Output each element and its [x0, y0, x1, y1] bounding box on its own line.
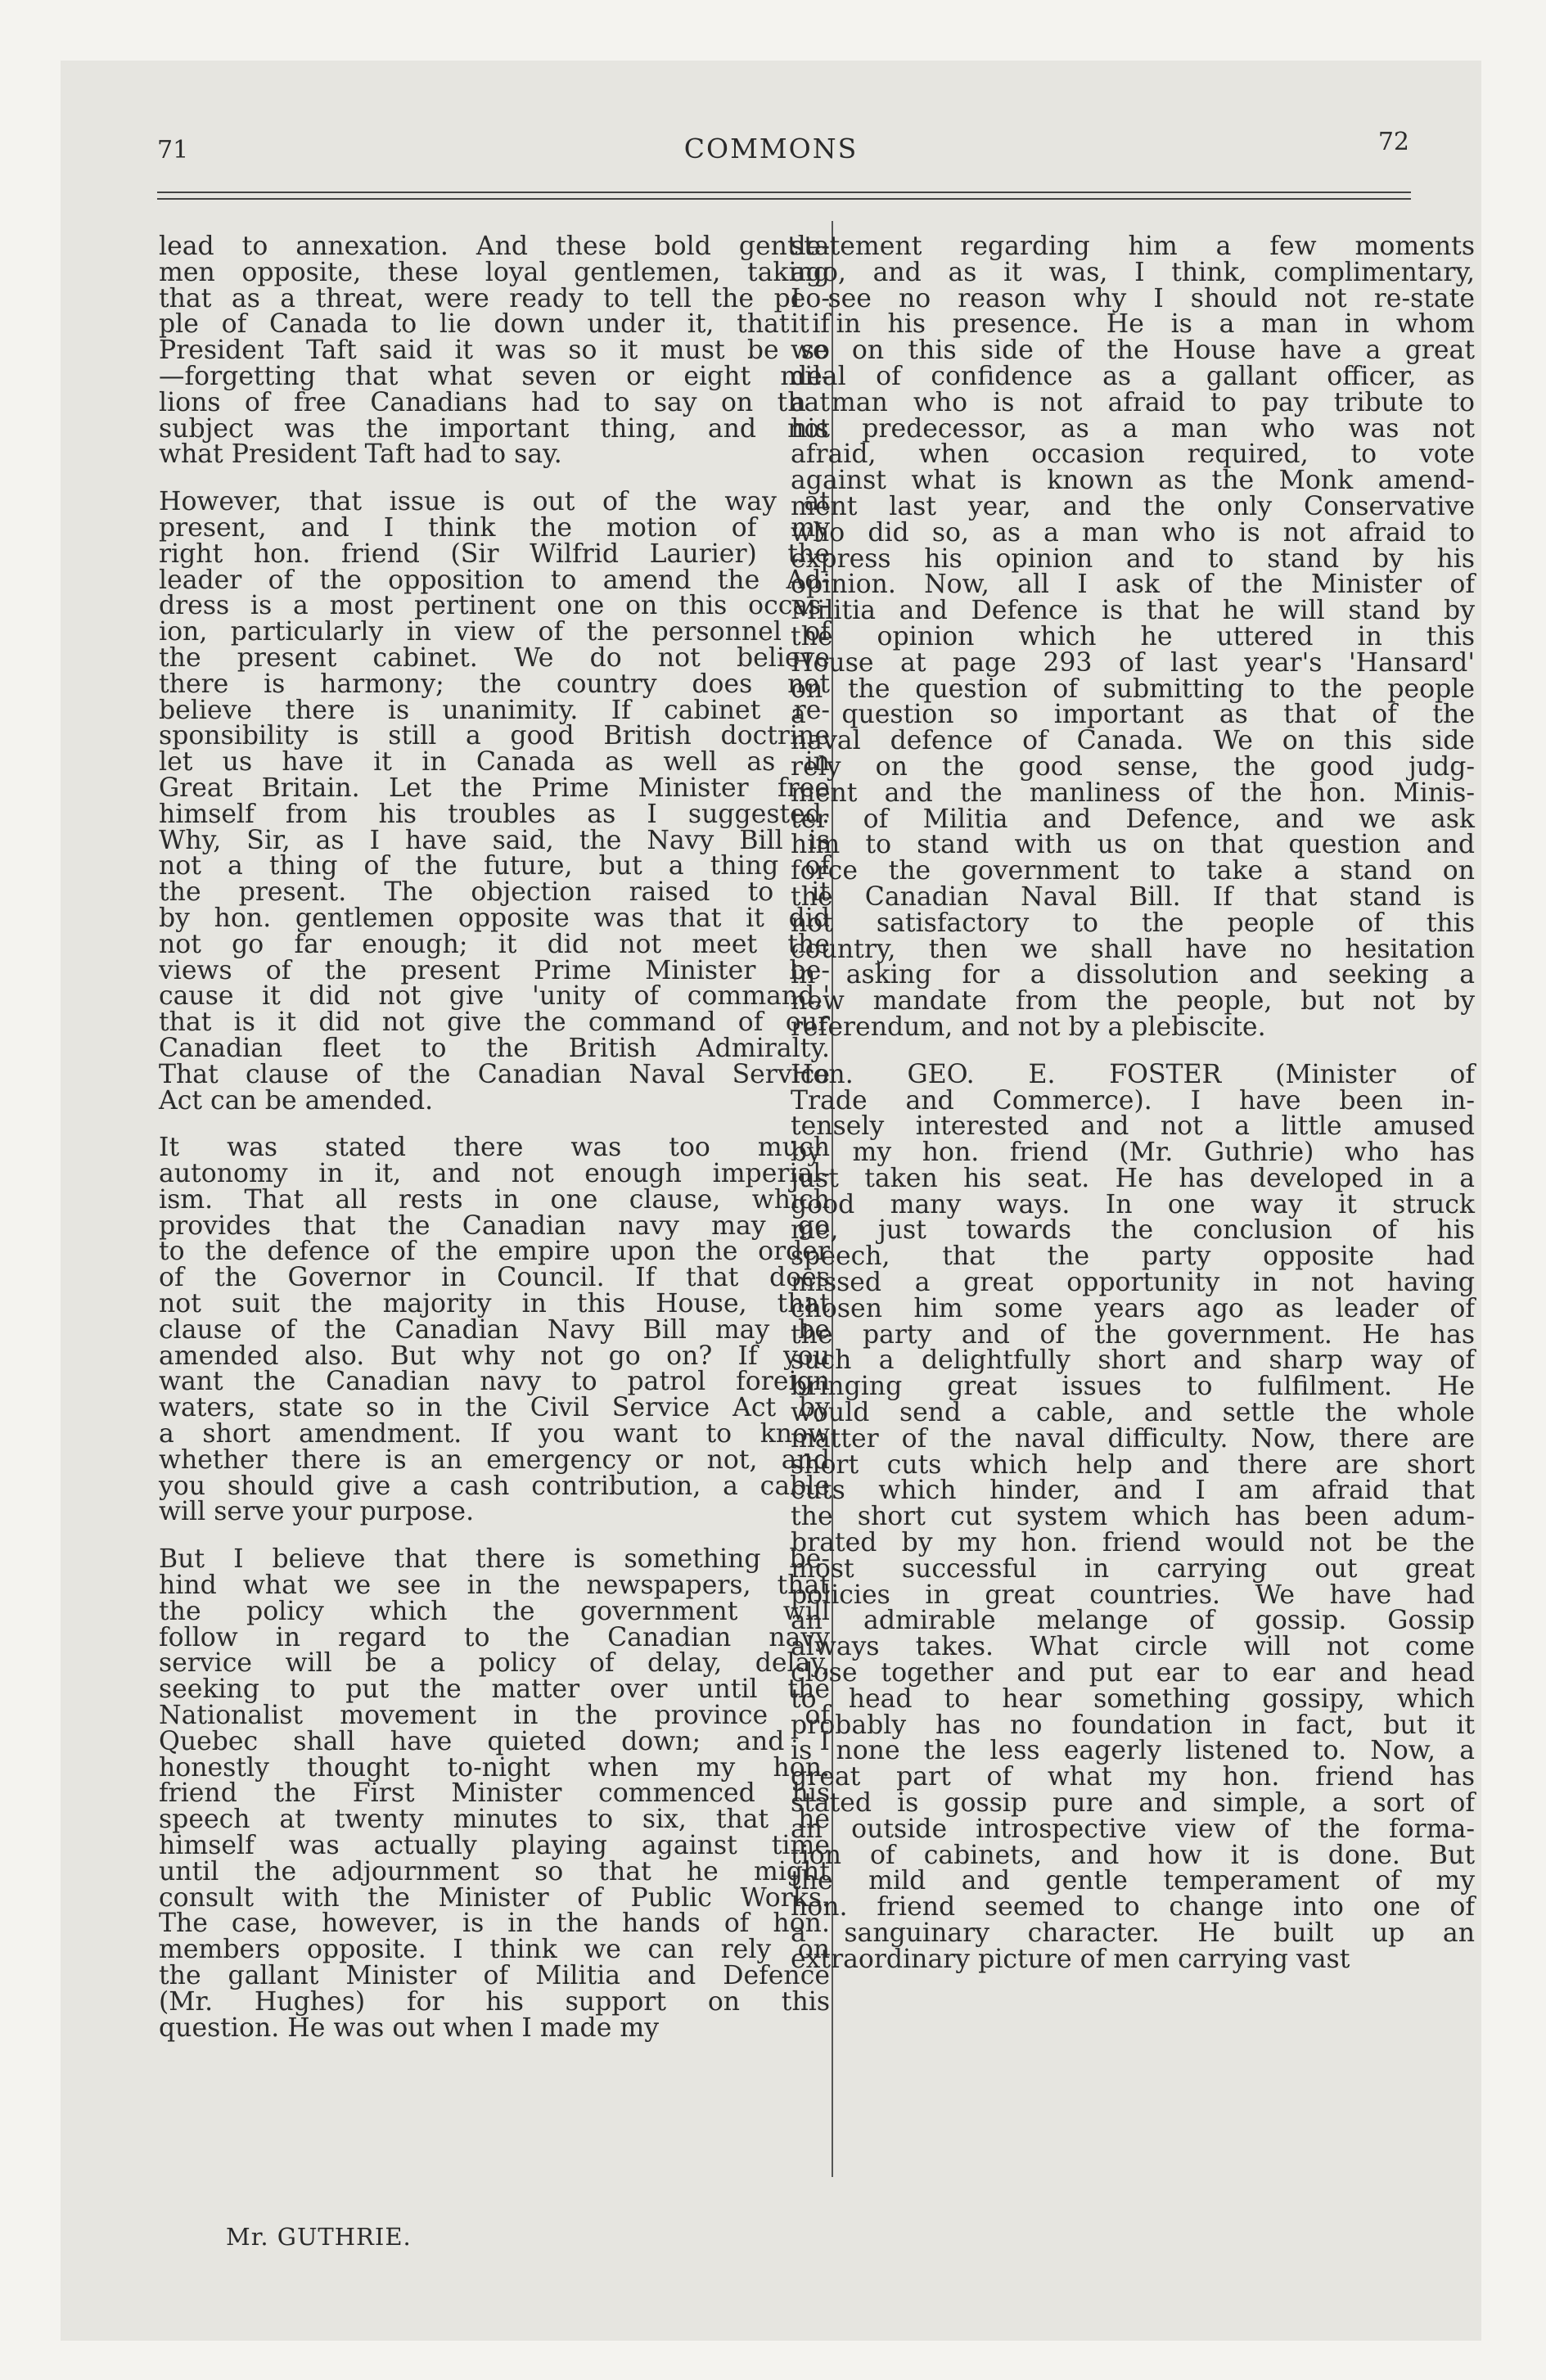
text-line: question. He was out when I made my — [159, 2013, 660, 2043]
text-line: Trade and Commerce). I have been in- — [791, 1085, 1475, 1116]
text-line: the present. The objection raised to it — [159, 877, 830, 908]
text-line: lead to annexation. And these bold gentle- — [159, 232, 830, 261]
text-line: most successful in carrying out great — [791, 1553, 1475, 1584]
text-line: believe there is unanimity. If cabinet re- — [159, 695, 830, 725]
text-line: until the adjournment so that he might — [159, 1856, 830, 1886]
text-line: Quebec shall have quieted down; and I — [159, 1726, 830, 1756]
text-line: statement regarding him a few moments — [791, 232, 1475, 261]
text-line: afraid, when occasion required, to vote — [791, 439, 1475, 470]
text-line: Militia and Defence is that he will stand by — [791, 596, 1475, 626]
text-line: tion of cabinets, and how it is done. But — [791, 1840, 1475, 1870]
text-line: ago, and as it was, I think, complimentary, — [791, 257, 1475, 287]
text-line: the opinion which he uttered in this — [791, 621, 1475, 651]
text-line: bringing great issues to fulfilment. He — [791, 1372, 1475, 1402]
text-line: just taken his seat. He has developed in a — [791, 1163, 1475, 1193]
page-number-left: 71 — [157, 136, 189, 165]
text-line: himself was actually playing against time — [159, 1831, 830, 1861]
text-line: —forgetting that what seven or eight mil- — [159, 361, 830, 391]
text-line: Hon. GEO. E. FOSTER (Minister of — [791, 1059, 1475, 1089]
text-line: hind what we see in the newspapers, that — [159, 1571, 830, 1601]
text-line: it in his presence. He is a man in whom — [791, 309, 1475, 340]
text-line: the mild and gentle temperament of my — [791, 1866, 1475, 1896]
text-line: want the Canadian navy to patrol foreign — [159, 1367, 830, 1397]
text-line: the policy which the government will — [159, 1596, 830, 1626]
text-line: ment last year, and the only Conservative — [791, 491, 1475, 521]
page-header — [61, 128, 1481, 177]
text-line: his predecessor, as a man who was not — [791, 413, 1475, 444]
text-line: cause it did not give 'unity of command,' — [159, 981, 830, 1012]
text-line: ple of Canada to lie down under it, that if — [159, 309, 830, 340]
text-line: lions of free Canadians had to say on that — [159, 387, 830, 417]
text-line: hon. friend seemed to change into one of — [791, 1892, 1475, 1922]
text-line: what President Taft had to say. — [159, 439, 562, 470]
header-rule-bottom — [157, 198, 1411, 200]
text-line: I see no reason why I should not re-state — [791, 283, 1475, 313]
text-line: However, that issue is out of the way at — [159, 487, 830, 517]
header-rule-top — [157, 192, 1411, 193]
text-line: that is it did not give the command of our — [159, 1007, 830, 1038]
text-line: clause of the Canadian Navy Bill may be — [159, 1314, 830, 1345]
text-line: an admirable melange of gossip. Gossip — [791, 1606, 1475, 1636]
text-line: sponsibility is still a good British doctrine — [159, 721, 830, 751]
text-line: always takes. What circle will not come — [791, 1632, 1475, 1662]
text-line: dress is a most pertinent one on this occas- — [159, 591, 830, 621]
text-line: extraordinary picture of men carrying vast — [791, 1944, 1350, 1974]
text-line: short cuts which help and there are short — [791, 1449, 1475, 1480]
text-line: in asking for a dissolution and seeking a — [791, 960, 1475, 990]
text-line: that as a threat, were ready to tell the peo- — [159, 283, 830, 313]
text-line: subject was the important thing, and not — [159, 413, 830, 444]
text-line: not a thing of the future, but a thing of — [159, 851, 830, 881]
text-line: the party and of the government. He has — [791, 1319, 1475, 1350]
text-line: the gallant Minister of Militia and Defence — [159, 1961, 830, 1990]
text-line: Why, Sir, as I have said, the Navy Bill is — [159, 825, 830, 855]
text-line: cuts which hinder, and I am afraid that — [791, 1476, 1475, 1506]
text-line: service will be a policy of delay, delay, — [159, 1648, 830, 1679]
page-scan — [61, 61, 1481, 2341]
text-line: great part of what my hon. friend has — [791, 1762, 1475, 1792]
text-line: missed a great opportunity in not having — [791, 1268, 1475, 1298]
text-line: ism. That all rests in one clause, which — [159, 1184, 830, 1215]
text-line: the present cabinet. We do not believe — [159, 642, 830, 673]
text-line: express his opinion and to stand by his — [791, 543, 1475, 574]
text-line: such a delightfully short and sharp way of — [791, 1346, 1475, 1376]
text-line: you should give a cash contribution, a cable — [159, 1471, 830, 1501]
paragraph-gap — [791, 1041, 1475, 1062]
text-line: me, just towards the conclusion of his — [791, 1215, 1475, 1246]
text-line: speech at twenty minutes to six, that he — [159, 1805, 830, 1835]
text-line: matter of the naval difficulty. Now, there are — [791, 1423, 1475, 1454]
text-line: waters, state so in the Civil Service Act by — [159, 1393, 830, 1423]
text-line: to the defence of the empire upon the order — [159, 1237, 830, 1267]
text-line: will serve your purpose. — [159, 1497, 475, 1527]
right-column — [791, 234, 1475, 1973]
text-line: against what is known as the Monk amend- — [791, 466, 1475, 496]
text-line: The case, however, is in the hands of hon. — [159, 1909, 830, 1939]
text-line: tensely interested and not a little amused — [791, 1111, 1475, 1142]
text-line: not go far enough; it did not meet the — [159, 929, 830, 959]
page-number-right: 72 — [1377, 128, 1409, 156]
text-line: right hon. friend (Sir Wilfrid Laurier) the — [159, 539, 830, 569]
text-line: the short cut system which has been adum- — [791, 1502, 1475, 1532]
text-line: by my hon. friend (Mr. Guthrie) who has — [791, 1138, 1475, 1168]
text-line: force the government to take a stand on — [791, 856, 1475, 886]
text-line: Nationalist movement in the province of — [159, 1701, 830, 1731]
text-line: brated by my hon. friend would not be the — [791, 1528, 1475, 1558]
text-line: naval defence of Canada. We on this side — [791, 726, 1475, 756]
text-line: the Canadian Naval Bill. If that stand is — [791, 881, 1475, 912]
text-line: speech, that the party opposite had — [791, 1242, 1475, 1272]
text-line: leader of the opposition to amend the Ad- — [159, 565, 830, 595]
text-line: policies in great countries. We have had — [791, 1580, 1475, 1610]
paragraph — [791, 234, 1475, 1041]
text-line: President Taft said it was so it must be so — [159, 336, 830, 366]
text-line: (Mr. Hughes) for his support on this — [159, 1986, 830, 2017]
speaker-footer: Mr. GUTHRIE. — [226, 2223, 412, 2251]
text-line: deal of confidence as a gallant officer, as — [791, 361, 1475, 391]
text-line: opinion. Now, all I ask of the Minister of — [791, 570, 1475, 600]
text-line: a sanguinary character. He built up an — [791, 1918, 1475, 1948]
text-line: chosen him some years ago as leader of — [791, 1293, 1475, 1323]
text-line: himself from his troubles as I suggested. — [159, 799, 830, 829]
paragraph — [159, 1135, 830, 1526]
text-line: referendum, and not by a plebiscite. — [791, 1012, 1266, 1042]
paragraph — [791, 1059, 1475, 1974]
paragraph — [159, 1544, 830, 2043]
text-line: on the question of submitting to the people — [791, 674, 1475, 704]
text-line: ment and the manliness of the hon. Minis- — [791, 778, 1475, 808]
text-line: an outside introspective view of the forma- — [791, 1814, 1475, 1844]
text-line: views of the present Prime Minister be- — [159, 955, 830, 985]
text-line: not suit the majority in this House, that — [159, 1289, 830, 1319]
text-line: new mandate from the people, but not by — [791, 986, 1475, 1016]
text-line: provides that the Canadian navy may go — [159, 1210, 830, 1241]
text-line: autonomy in it, and not enough imperial- — [159, 1159, 830, 1189]
text-line: not satisfactory to the people of this — [791, 908, 1475, 938]
text-line: country, then we shall have no hesitation — [791, 934, 1475, 964]
text-line: follow in regard to the Canadian navy — [159, 1622, 830, 1652]
text-line: seeking to put the matter over until the — [159, 1675, 830, 1705]
text-line: amended also. But why not go on? If you — [159, 1341, 830, 1371]
text-line: consult with the Minister of Public Works. — [159, 1882, 830, 1913]
text-line: who did so, as a man who is not afraid to — [791, 517, 1475, 548]
text-line: good many ways. In one way it struck — [791, 1189, 1475, 1219]
text-line: a short amendment. If you want to know — [159, 1419, 830, 1449]
text-line: would send a cable, and settle the whole — [791, 1398, 1475, 1428]
text-line: It was stated there was too much — [159, 1133, 830, 1163]
left-column — [159, 234, 830, 2041]
text-line: House at page 293 of last year's 'Hansard' — [791, 647, 1475, 678]
text-line: close together and put ear to ear and head — [791, 1658, 1475, 1688]
running-head: COMMONS — [683, 133, 859, 165]
paragraph — [159, 489, 830, 1114]
text-line: him to stand with us on that question and — [791, 830, 1475, 860]
text-line: by hon. gentlemen opposite was that it did — [159, 903, 830, 933]
text-line: Act can be amended. — [159, 1085, 434, 1116]
text-line: stated is gossip pure and simple, a sort of — [791, 1788, 1475, 1819]
text-line: But I believe that there is something be- — [159, 1544, 830, 1575]
text-line: probably has no foundation in fact, but it — [791, 1710, 1475, 1740]
paragraph — [159, 234, 830, 468]
text-line: rely on the good sense, the good judg- — [791, 751, 1475, 782]
text-line: That clause of the Canadian Naval Service — [159, 1059, 830, 1089]
text-line: to head to hear something gossipy, which — [791, 1684, 1475, 1714]
text-line: Great Britain. Let the Prime Minister free — [159, 773, 830, 803]
text-line: of the Governor in Council. If that does — [159, 1263, 830, 1293]
text-line: ter of Militia and Defence, and we ask — [791, 804, 1475, 834]
text-line: friend the First Minister commenced his — [159, 1778, 830, 1809]
text-line: is none the less eagerly listened to. Now, a — [791, 1736, 1475, 1766]
text-line: there is harmony; the country does not — [159, 669, 830, 699]
text-line: a man who is not afraid to pay tribute to — [791, 387, 1475, 417]
text-line: let us have it in Canada as well as in — [159, 747, 830, 778]
text-line: whether there is an emergency or not, and — [159, 1445, 830, 1475]
text-line: ion, particularly in view of the personnel of — [159, 617, 830, 647]
text-line: Canadian fleet to the British Admiralty. — [159, 1033, 830, 1063]
text-line: we on this side of the House have a great — [791, 336, 1475, 366]
text-line: present, and I think the motion of my — [159, 512, 830, 543]
text-line: honestly thought to-night when my hon. — [159, 1752, 830, 1783]
text-line: a question so important as that of the — [791, 700, 1475, 730]
text-line: men opposite, these loyal gentlemen, taking — [159, 257, 830, 287]
text-line: members opposite. I think we can rely on — [159, 1935, 830, 1965]
